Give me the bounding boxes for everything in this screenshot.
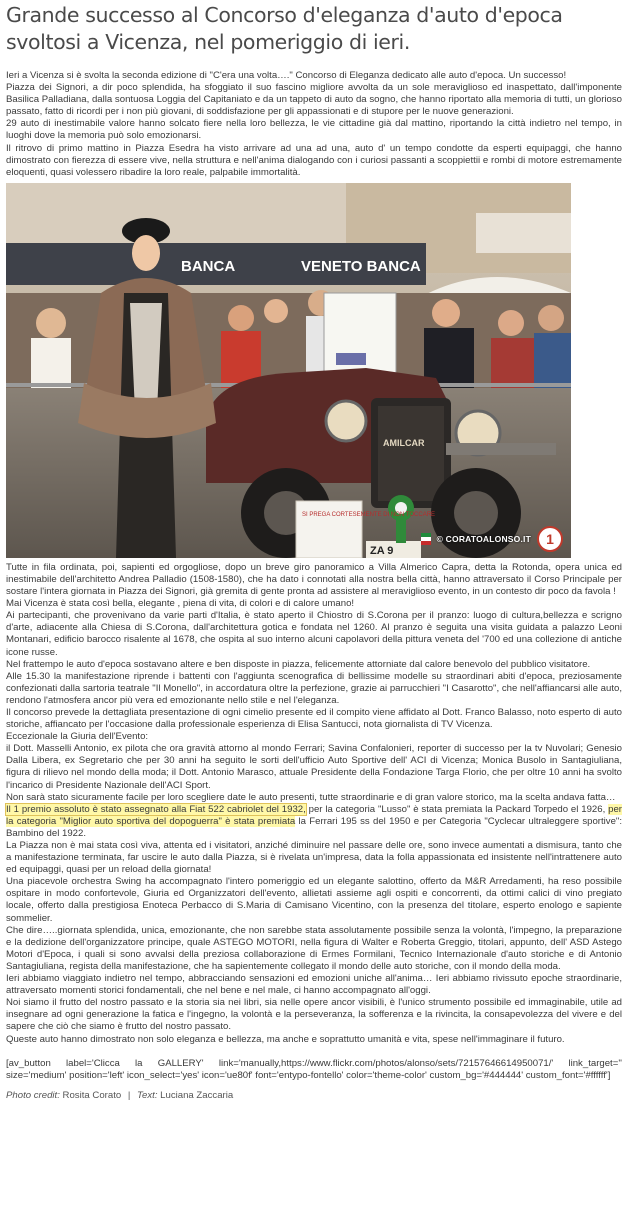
text-credit-name: Luciana Zaccaria — [157, 1089, 234, 1101]
body-paragraph: il Dott. Masselli Antonio, ex pilota che ora gravità attorno al mondo Ferrari; Savina Confalonieri, reporter di successo per la tv Nuvolari; Genesio Dalla Libera, ex Segretario che per 30 anni ha seguito le sorti dell'ufficio Auto Sportive dell' ACI di Vicenza; Monica Busolo in Santagiuliana, figura di rilievo nel mondo della moda; il Dott. Antonio Marasco, attuale Presidente della Fondazione Targa Florio, che per oltre 10 anni ha svolto l'incarico di Presidente Nazionale dell'ACI Sport. — [6, 743, 622, 791]
prize-text: per la categoria "Lusso" è stata premiata la Packard Torpedo el 1926, — [305, 803, 609, 815]
watermark-text: © CORATOALONSO.IT — [436, 533, 531, 544]
photo-credit-name: Rosita Corato — [59, 1089, 122, 1101]
intro-paragraph: Ieri a Vicenza si è svolta la seconda edizione di "C'era una volta…." Concorso di Eleganza dedicato alle auto d'epoca. Un successo! — [6, 70, 567, 81]
plate-text: ZA 9 — [370, 544, 394, 557]
body-paragraph: Ai partecipanti, che provenivano da varie parti d'Italia, è stato aperto il Chiostro di S.Corona per il pranzo: luogo di cultura,bellezza e scrigno d'arte, adiacente alla Chiesa di S.Corona, dall'architettura gotica e fondata nel 1260. Al pranzo è seguita una visita guidata a palazzo Leoni Montanari, edificio barocco risalente al 1678, che ospita al suo interno alcuni capolavori della pittura veneta del '700 ed una collezione di antiche icone russe. — [6, 610, 622, 658]
photo-illustration — [6, 183, 571, 558]
intro-paragraph: 29 auto di inestimabile valore hanno solcato fiere nella loro bellezza, le vie cittadine già dal mattino, riportando la città indietro nel tempo, in luoghi dove la memoria può solo emozionarsi. — [6, 118, 622, 142]
highlighted-first-prize: Il 1 premio assoluto è stato assegnato alla Fiat 522 cabriolet del 1932, — [6, 803, 306, 815]
watermark-logo: 1 — [537, 526, 563, 552]
body-paragraph: Non sarà stato sicuramente facile per loro scegliere date le auto presenti, tutte straordinarie e di gran valore storico, ma la scelta andava fatta… — [6, 791, 616, 803]
prize-text: la Ferrari 195 ss del 1950 e per Categoria "Cyclecar ultraleggere sportive": Bambino del 1922. — [6, 815, 623, 839]
highlighted-sport-prize: per la categoria "Miglior auto sportiva del dopoguerra" è stata premiata — [6, 803, 622, 827]
article-title: Grande successo al Concorso d'eleganza d'auto d'epoca svoltosi a Vicenza, nel pomeriggio di ieri. — [6, 3, 563, 54]
body-paragraph: Alle 15.30 la manifestazione riprende i battenti con l'aggiunta scenografica di bellissime modelle su straordinari abiti d'epoca, preziosamente confezionati dalla sartoria teatrale "Il Monello", in accordatura oltre la perfezione, grazie ai parrucchieri "I Casarotto", che nell'affiancarsi alle auto, rendono l'atmosfera ancor più vera ed emozionante nello stile e nel l'eleganza. — [6, 670, 622, 706]
intro-paragraph: Piazza dei Signori, a dir poco splendida, ha sfoggiato il suo fascino migliore avvolta da un sole meraviglioso ed inaspettato, dall'imponente Basilica Palladiana, dalla sontuosa Loggia del Capitaniato e da un tappeto di auto da sogno, che hanno riportato alla memoria di tutti, un glorioso passato, fatto di ricordi per i non più giovani, di soddisfazione per gli appassionati e di stupore per le nuove generazioni. — [6, 82, 622, 118]
credits — [6, 1090, 622, 1101]
article-photo[interactable] — [6, 183, 571, 558]
body-paragraph: Il concorso prevede la dettagliata presentazione di ogni cimelio presente ed il compito viene affidato al Dott. Franco Balasso, noto esperto di auto storiche, affiancato per l'occasione dalla professionale esperienza di Elisa Santucci, nota giornalista di TV Vicenza. — [6, 706, 622, 731]
closing-paragraph: Queste auto hanno dimostrato non solo eleganza e bellezza, ma anche e soprattutto umanità e vita, spese nell'immaginare il futuro. — [6, 1033, 565, 1045]
closing-paragraph: Una piacevole orchestra Swing ha accompagnato l'intero pomeriggio ed un elegante salottino, offerto da M&R Arredamenti, ha reso possibile ospitare in modo confortevole, Giuria ed Organizzatori dell'evento, allietati assieme agli ospiti e concorrenti, da ottimi calici di vino pregiato locale, offerto dalla prestigiosa Enoteca Perbacco di S.Maria di Camisano Vicentino, con la presenza del titolare, esperto enologo e sapiente sommelier. — [6, 876, 622, 924]
prize-paragraph — [6, 804, 622, 840]
body-paragraph: Mai Vicenza è stata così bella, elegante , piena di vita, di colori e di calore umano! — [6, 598, 355, 610]
closing-paragraph: La Piazza non è mai stata così viva, attenta ed i visitatori, anziché diminuire nel passare delle ore, sono invece aumentati a dismisura, tanto che a manifestazione terminata, far uscire le auto dalla Piazza, si è rivelata un'impresa, data la folla appassionata ed insistente nell'intrattenere auto ed equipaggi, quasi per un reload della giornata! — [6, 840, 622, 876]
body-paragraph: Eccezionale la Giuria dell'Evento: — [6, 731, 149, 743]
gallery-shortcode: [av_button label='Clicca la GALLERY' link='manually,https://www.flickr.com/photos/alonso/sets/72157646614950071/' link_target='' size='medium' position='left' icon_select='yes' icon='ue80f' font='entypo-fontello' color='theme-color' custom_bg='#444444' custom_font='#ffffff'] — [6, 1057, 622, 1081]
intro-section — [6, 70, 622, 179]
credits-separator: | — [127, 1089, 131, 1101]
body-paragraph: Tutte in fila ordinata, poi, sapienti ed orgogliose, dopo un breve giro panoramico a Villa Almerico Capra, detta la Rotonda, opera unica ed inestimabile dell'architetto Andrea Palladio (1508-1580), che ha dato i connotati alla nostra bella città, hanno attraversato il Corso Principale per sostare l'intera giornata in Piazza dei Signori, già gremita di gente pronta ad assistere al meraviglioso evento, in un contesto dir poco da favola ! — [6, 561, 622, 598]
car-badge-text: AMILCAR — [383, 437, 425, 448]
italy-flag-icon — [421, 533, 431, 545]
text-credit-label: Text: — [137, 1089, 158, 1101]
banner-left-text: BANCA — [181, 257, 236, 275]
closing-paragraph: Che dire…..giornata splendida, unica, emozionante, che non sarebbe stata assolutamente possibile senza la volontà, l'impegno, la preparazione e la dedizione dell'organizzatore principe, quale ASTEGO MOTORI, nella figura di Walter e Roberta Greggio, titolari, appunto, dell' ASD Astego Motori d'Epoca, i quali si sono avvalsi della preziosa collaborazione di Ermes Formilani, Tecnico Internazionale d'auto storiche e di Antonio Santagiuliana, regista della manifestazione, che ha sapientemente collegato il mondo delle auto storiche, con il mondo della moda. — [6, 924, 622, 972]
body-paragraph: Nel frattempo le auto d'epoca sostavano altere e ben disposte in piazza, felicemente attorniate dal calore benevolo del pubblico visitatore. — [6, 658, 591, 670]
closing-paragraph: Ieri abbiamo viaggiato indietro nel tempo, abbracciando sensazioni ed emozioni uniche all'anima… Ieri abbiamo rivissuto epoche straordinarie, attraversato momenti storici fondamentali, che nel bene e nel male, ci hanno accompagnato all'oggi. — [6, 973, 622, 997]
banner-right-text: VENETO BANCA — [301, 257, 421, 275]
photo-credit-label: Photo credit: — [6, 1089, 60, 1101]
body-section — [6, 562, 622, 1101]
photo-watermark — [421, 526, 563, 552]
sign-text: SI PREGA CORTESEMENTE DI NON TOCCARE — [302, 511, 436, 518]
closing-paragraph: Noi siamo il frutto del nostro passato e la storia sia nei libri, sia nelle opere ancor visibili, è l'unico strumento possibile ed immaginabile, utile ad insegnare ad ogni generazione la fatica e l'ingegno, la volontà e la perseveranza, la sofferenza e la rivincita, la consapevolezza del vivere e del sapere che ciò che siamo è frutto del nostro passato. — [6, 997, 622, 1033]
intro-paragraph: Il ritrovo di primo mattino in Piazza Esedra ha visto arrivare ad una ad una, auto d' un tempo condotte da esperti equipaggi, che hanno dimostrato con fierezza di essere vive, nella struttura e nell'anima dialogando con i curiosi passanti a scoppiettii e rombi di motore estremamente eloquenti, quasi volessero ribadire la loro reale, palpabile immortalità. — [6, 142, 622, 178]
